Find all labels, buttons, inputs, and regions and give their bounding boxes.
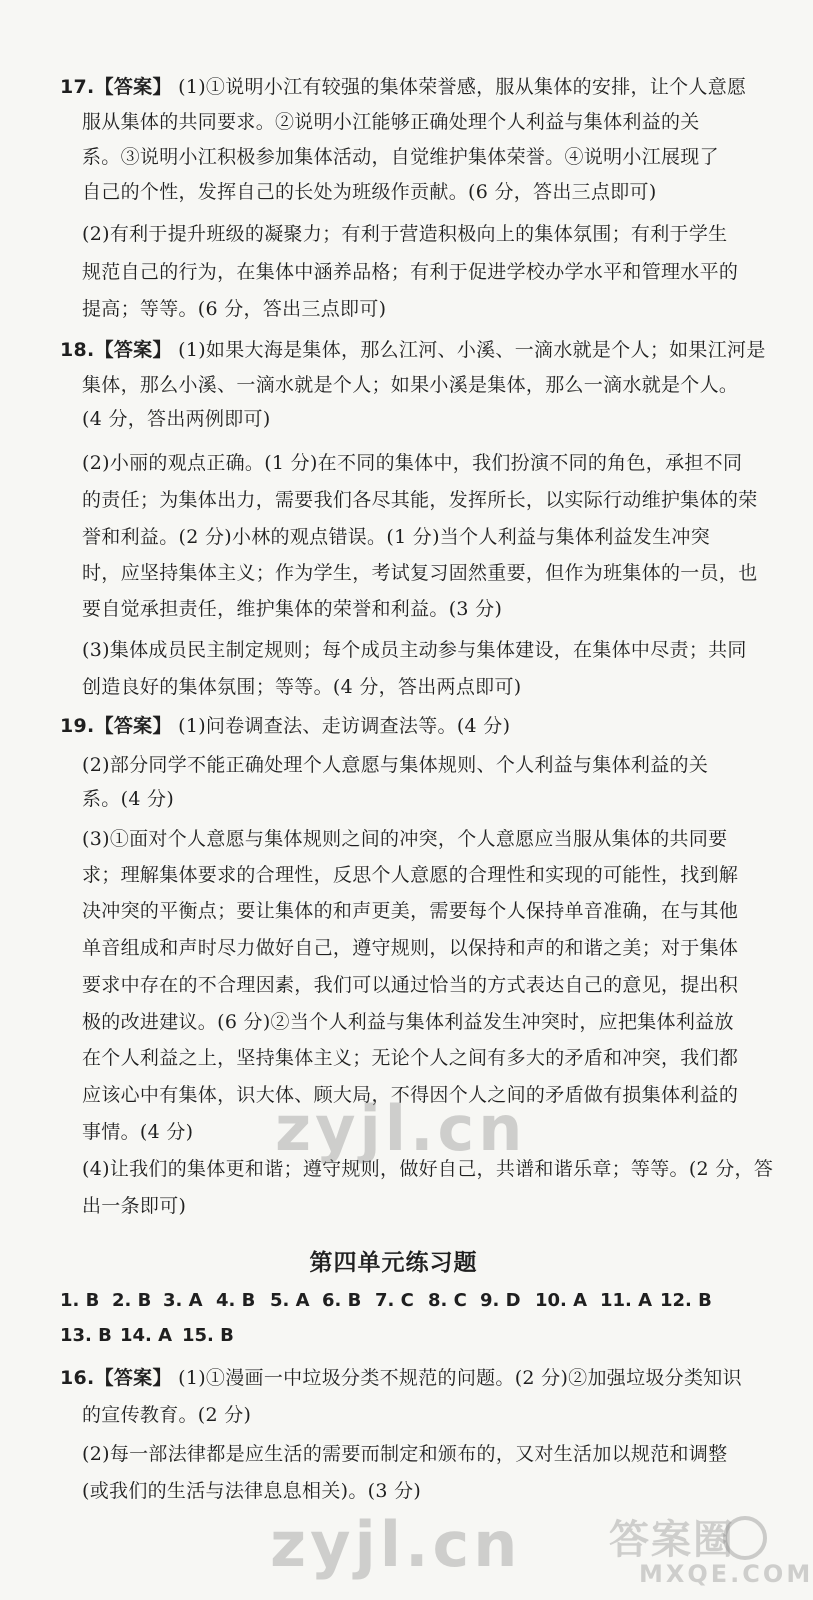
answer-line: (2)有利于提升班级的凝聚力；有利于营造积极向上的集体氛围；有利于学生 [82, 223, 728, 245]
choice-answer: 9. D [480, 1290, 521, 1311]
question-number: 16. [60, 1367, 95, 1389]
choice-answer: 1. B [60, 1290, 100, 1311]
answer-line: (1)①漫画一中垃圾分类不规范的问题。(2 分)②加强垃圾分类知识 [178, 1367, 742, 1389]
answer-line: 极的改进建议。(6 分)②当个人利益与集体利益发生冲突时，应把集体利益放 [82, 1011, 734, 1033]
choice-answer: 3. A [163, 1290, 203, 1311]
answer-line: (2)每一部法律都是应生活的需要而制定和颁布的，又对生活加以规范和调整 [82, 1443, 728, 1465]
answer-line: (3)集体成员民主制定规则；每个成员主动参与集体建设，在集体中尽责；共同 [82, 639, 747, 661]
answer-tag: 【答案】 [94, 76, 172, 98]
answer-line: 提高；等等。(6 分，答出三点即可) [82, 298, 387, 320]
answer-line: 应该心中有集体，识大体、顾大局，不得因个人之间的矛盾做有损集体利益的 [82, 1084, 739, 1106]
answer-tag: 【答案】 [94, 339, 172, 361]
question-number: 19. [60, 715, 95, 737]
choice-answer: 8. C [428, 1290, 467, 1311]
answer-line: (4)让我们的集体更和谐；遵守规则，做好自己，共谱和谐乐章；等等。(2 分，答 [82, 1158, 774, 1180]
question-number: 18. [60, 339, 95, 361]
answer-line: (1)问卷调查法、走访调查法等。(4 分) [178, 715, 511, 737]
choice-answer: 4. B [216, 1290, 256, 1311]
answer-line: 在个人利益之上，坚持集体主义；无论个人之间有多大的矛盾和冲突，我们都 [82, 1047, 739, 1069]
answer-line: 时，应坚持集体主义；作为学生，考试复习固然重要，但作为班集体的一员，也 [82, 562, 758, 584]
answer-line: 集体，那么小溪、一滴水就是个人；如果小溪是集体，那么一滴水就是个人。 [82, 374, 739, 396]
answer-line: 誉和利益。(2 分)小林的观点错误。(1 分)当个人利益与集体利益发生冲突 [82, 526, 711, 548]
answer-line: 的责任；为集体出力，需要我们各尽其能，发挥所长，以实际行动维护集体的荣 [82, 489, 758, 511]
answer-tag: 【答案】 [94, 715, 172, 737]
answer-line: (或我们的生活与法律息息相关)。(3 分) [82, 1480, 422, 1502]
answer-line: 创造良好的集体氛围；等等。(4 分，答出两点即可) [82, 676, 522, 698]
choice-answer: 2. B [112, 1290, 152, 1311]
answer-line: 自己的个性，发挥自己的长处为班级作贡献。(6 分，答出三点即可) [82, 181, 657, 203]
answer-line: 规范自己的行为，在集体中涵养品格；有利于促进学校办学水平和管理水平的 [82, 261, 739, 283]
choice-answer: 5. A [270, 1290, 310, 1311]
answer-line: (1)①说明小江有较强的集体荣誉感，服从集体的安排，让个人意愿 [178, 76, 747, 98]
choice-answer: 15. B [182, 1325, 234, 1346]
watermark-logo [603, 1508, 813, 1594]
choice-answer: 6. B [322, 1290, 362, 1311]
choice-answer: 12. B [660, 1290, 712, 1311]
answer-line: (3)①面对个人意愿与集体规则之间的冲突，个人意愿应当服从集体的共同要 [82, 828, 728, 850]
answer-line: 服从集体的共同要求。②说明小江能够正确处理个人利益与集体利益的关 [82, 111, 700, 133]
answer-line: 系。③说明小江积极参加集体活动，自觉维护集体荣誉。④说明小江展现了 [82, 146, 719, 168]
answer-line: 要自觉承担责任，维护集体的荣誉和利益。(3 分) [82, 598, 503, 620]
section-title: 第四单元练习题 [309, 1250, 478, 1276]
watermark-logo-url: MXQE.COM [639, 1560, 813, 1588]
answer-line: 要求中存在的不合理因素，我们可以通过恰当的方式表达自己的意见，提出积 [82, 974, 739, 996]
answer-line: (4 分，答出两例即可) [82, 408, 271, 430]
watermark-text: zyjl.cn [275, 1092, 527, 1165]
answer-tag: 【答案】 [94, 1367, 172, 1389]
answer-line: (2)小丽的观点正确。(1 分)在不同的集体中，我们扮演不同的角色，承担不同 [82, 452, 743, 474]
answer-line: 单音组成和声时尽力做好自己，遵守规则，以保持和声的和谐之美；对于集体 [82, 937, 739, 959]
choice-answer: 11. A [600, 1290, 653, 1311]
answer-line: 的宣传教育。(2 分) [82, 1404, 252, 1426]
answer-line: 出一条即可) [82, 1195, 187, 1217]
choice-answer: 14. A [120, 1325, 173, 1346]
question-number: 17. [60, 76, 95, 98]
choice-answer: 13. B [60, 1325, 112, 1346]
answer-line: (2)部分同学不能正确处理个人意愿与集体规则、个人利益与集体利益的关 [82, 754, 709, 776]
watermark-text: zyjl.cn [270, 1508, 522, 1581]
answer-line: 决冲突的平衡点；要让集体的和声更美，需要每个人保持单音准确，在与其他 [82, 900, 739, 922]
watermark-logo-text: 答案圈 [609, 1517, 735, 1563]
choice-answer: 10. A [535, 1290, 588, 1311]
answer-line: 求；理解集体要求的合理性，反思个人意愿的合理性和实现的可能性，找到解 [82, 864, 739, 886]
answer-line: 系。(4 分) [82, 788, 175, 810]
answer-line: 事情。(4 分) [82, 1121, 194, 1143]
answer-line: (1)如果大海是集体，那么江河、小溪、一滴水就是个人；如果江河是 [178, 339, 766, 361]
choice-answer: 7. C [375, 1290, 414, 1311]
